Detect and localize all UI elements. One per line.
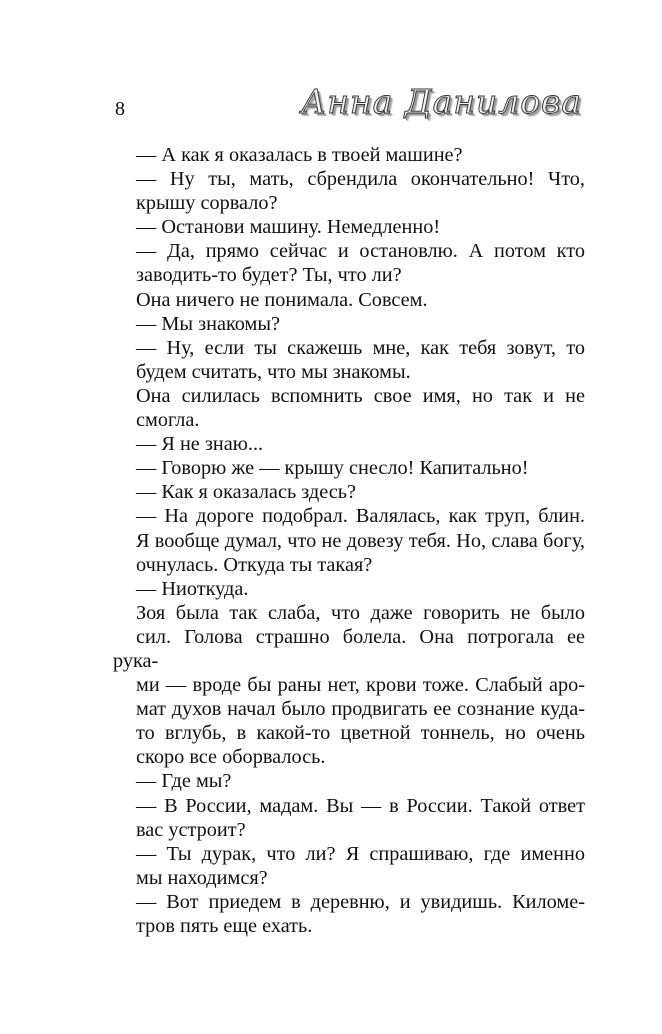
paragraph — [113, 336, 585, 384]
paragraph — [113, 215, 585, 239]
text-line: — Останови машину. Немедленно! — [136, 216, 441, 239]
text-line: — Как я оказалась здесь? — [136, 481, 356, 504]
text-line: мы находимся? — [136, 866, 268, 889]
text-line: — Ниоткуда. — [136, 577, 249, 600]
text-line: — Говорю же — крышу снесло! Капитально! — [136, 457, 529, 480]
text-line: Я вообще думал, что не довезу тебя. Но, слава богу, — [136, 529, 585, 552]
text-line: мат духов начал было продвигать ее сознание куда- — [136, 698, 585, 721]
running-header-author: Анна Данилова — [301, 82, 582, 121]
text-line: — На дороге подобрал. Валялась, как труп, блин. — [136, 505, 585, 528]
text-line: Она ничего не понимала. Совсем. — [136, 288, 428, 311]
text-line: — Ну, если ты скажешь мне, как тебя зовут, то — [136, 336, 585, 359]
text-line: вас устроит? — [136, 818, 246, 841]
text-line: будем считать, что мы знакомы. — [136, 360, 411, 383]
paragraph — [113, 577, 585, 601]
paragraph — [113, 456, 585, 480]
paragraph — [113, 239, 585, 287]
text-line: — Вот приедем в деревню, и увидишь. Киломе- — [136, 890, 585, 913]
text-line: — Да, прямо сейчас и остановлю. А потом кто — [136, 240, 585, 263]
text-line: очнулась. Откуда ты такая? — [136, 553, 373, 576]
paragraph — [113, 480, 585, 504]
paragraph — [113, 432, 585, 456]
paragraph — [113, 842, 585, 890]
text-line: — Я не знаю... — [136, 433, 264, 456]
paragraph — [113, 769, 585, 793]
paragraph — [113, 143, 585, 167]
text-line: — Ты дурак, что ли? Я спрашиваю, где именно — [136, 842, 585, 865]
text-line: — В России, мадам. Вы — в России. Такой ответ — [136, 794, 585, 817]
text-line: — Где мы? — [136, 770, 232, 793]
text-line: ми — вроде бы раны нет, крови тоже. Слабый аро- — [136, 674, 585, 697]
text-line: — Мы знакомы? — [136, 312, 280, 335]
text-line: заводить-то будет? Ты, что ли? — [136, 264, 402, 287]
text-line: Она силилась вспомнить свое имя, но так и не — [136, 384, 585, 407]
paragraph — [113, 504, 585, 576]
text-line: то вглубь, в какой-то цветной тоннель, но очень — [136, 722, 585, 745]
paragraph — [113, 167, 585, 215]
text-line: крышу сорвало? — [136, 192, 278, 215]
text-body — [113, 143, 585, 938]
paragraph — [113, 288, 585, 312]
page-number: 8 — [115, 98, 125, 120]
paragraph — [113, 890, 585, 938]
text-line: — Ну ты, мать, сбрендила окончательно! Что, — [136, 168, 585, 191]
text-line: сил. Голова страшно болела. Она потрогала ее рука- — [113, 625, 585, 672]
paragraph — [113, 312, 585, 336]
paragraph — [113, 601, 585, 770]
paragraph — [113, 384, 585, 432]
paragraph — [113, 794, 585, 842]
text-line: — А как я оказалась в твоей машине? — [136, 144, 463, 166]
text-line: Зоя была так слаба, что даже говорить не было — [136, 601, 585, 624]
text-line: тров пять еще ехать. — [136, 915, 313, 937]
text-line: смогла. — [136, 409, 200, 432]
text-line: скоро все оборвалось. — [136, 746, 326, 769]
